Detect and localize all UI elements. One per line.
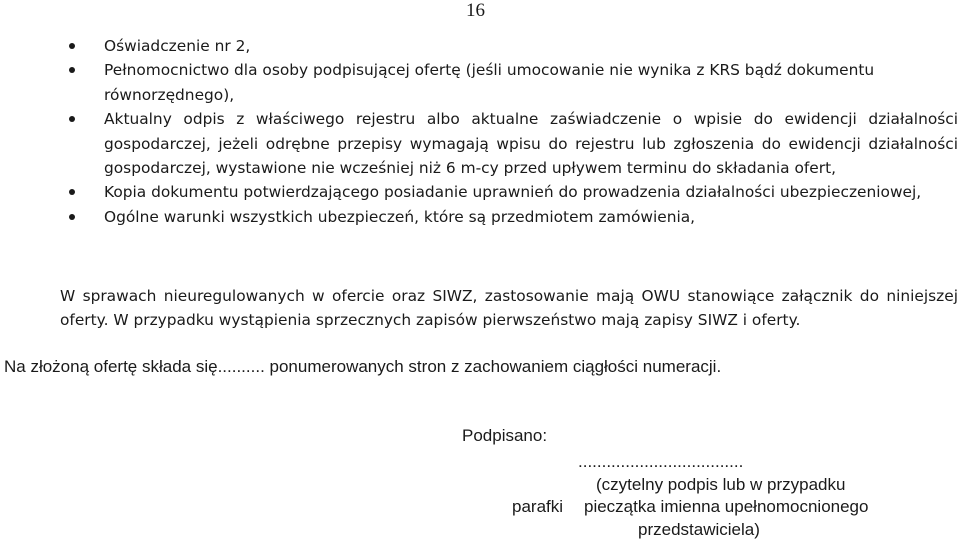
list-item: [60, 180, 958, 204]
bullet-icon: [69, 116, 75, 122]
attachments-list: [60, 34, 958, 229]
bullet-icon: [69, 43, 75, 49]
signature-caption-line: przedstawiciela): [638, 519, 760, 541]
page-number: 16: [466, 0, 485, 22]
owu-paragraph: W sprawach nieuregulowanych w ofercie oraz SIWZ, zastosowanie mają OWU stanowiące załącznik do niniejszej oferty. W przypadku wystąpienia sprzecznych zapisów pierwszeństwo mają zapisy SIWZ i oferty.: [60, 284, 958, 333]
bullet-icon: [69, 67, 75, 73]
signed-label: Podpisano:: [462, 425, 547, 447]
signature-caption-line: pieczątka imienna upełnomocnionego: [584, 496, 868, 519]
page-count-statement: Na złożoną ofertę składa się.......... ponumerowanych stron z zachowaniem ciągłości numeracji.: [4, 356, 954, 378]
list-item: [60, 205, 958, 229]
list-item-text: Pełnomocnictwo dla osoby podpisującej ofertę (jeśli umocowanie nie wynika z KRS bądź dokumentu równorzędnego),: [104, 61, 874, 103]
bullet-icon: [69, 189, 75, 195]
list-item: [60, 34, 958, 58]
list-item: [60, 107, 958, 180]
list-item-text: Aktualny odpis z właściwego rejestru albo aktualne zaświadczenie o wpisie do ewidencji działalności gospodarczej, jeżeli odrębne przepisy wymagają wpisu do rejestru lub zgłoszenia do ewidencji działalności gospodarczej, wystawione nie wcześniej niż 6 m-cy przed upływem terminu do składania ofert,: [104, 110, 958, 177]
list-item: [60, 58, 958, 107]
list-item-text: Kopia dokumentu potwierdzającego posiadanie uprawnień do prowadzenia działalności ubezpieczeniowej,: [104, 183, 921, 201]
signature-caption-line: (czytelny podpis lub w przypadku: [596, 474, 845, 497]
bullet-icon: [69, 214, 75, 220]
signature-line: ...................................: [578, 451, 743, 474]
list-item-text: Ogólne warunki wszystkich ubezpieczeń, które są przedmiotem zamówienia,: [104, 208, 695, 226]
parafki-label: parafki: [512, 496, 563, 519]
list-item-text: Oświadczenie nr 2,: [104, 37, 250, 55]
